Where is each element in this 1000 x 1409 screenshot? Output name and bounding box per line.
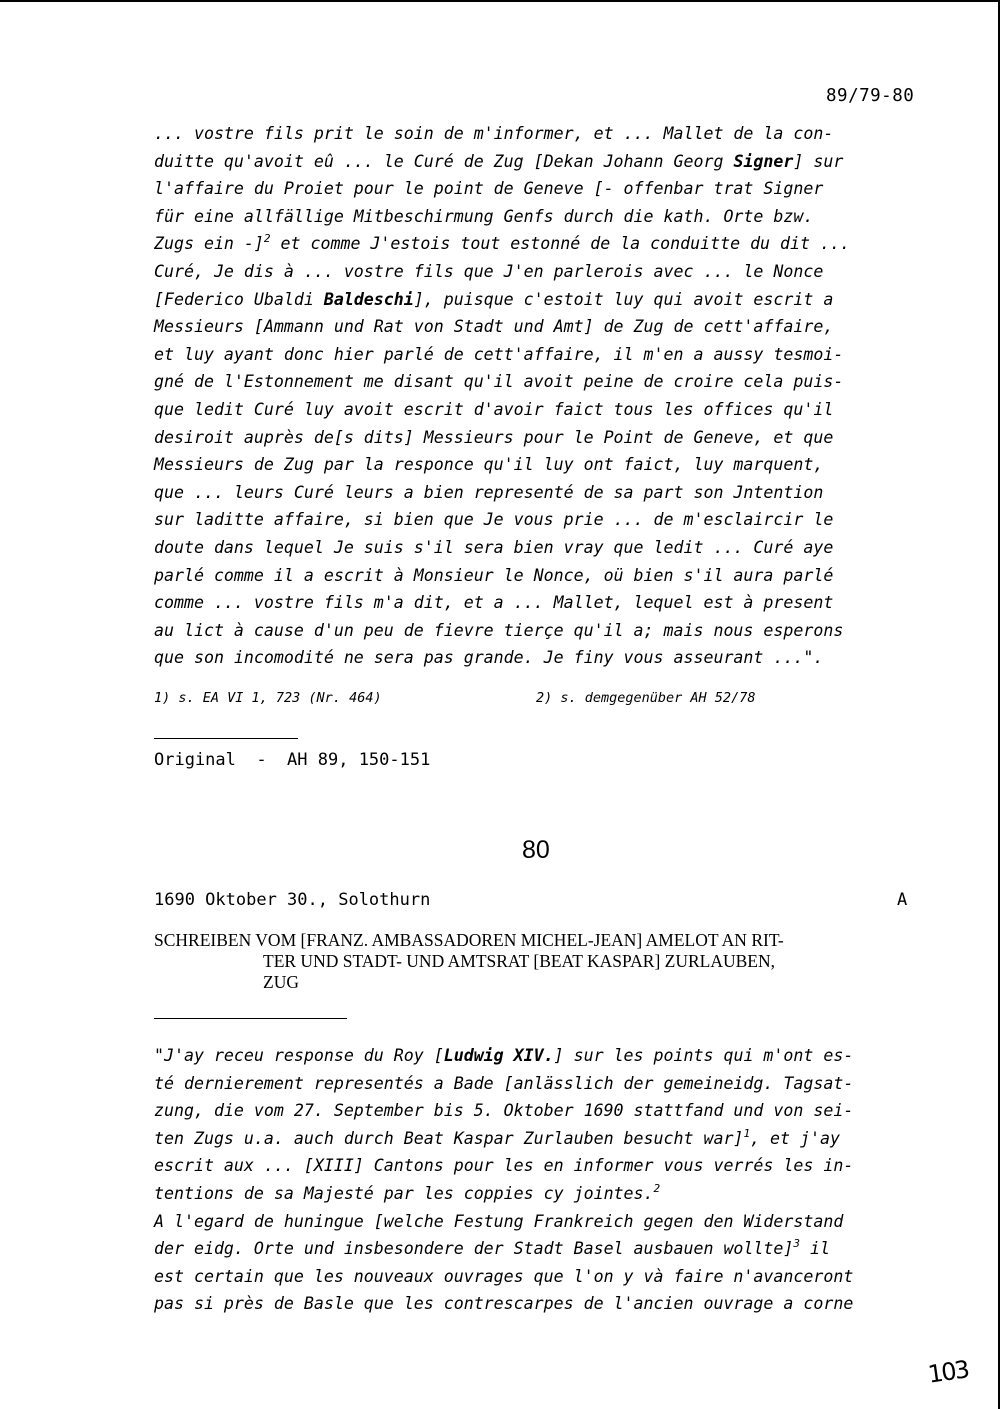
footnotes — [154, 690, 756, 754]
document-number: 80 — [522, 836, 550, 864]
divider — [154, 738, 298, 739]
text-line: Curé, Je dis à ... vostre fils que J'en parlerois avec ... le Nonce — [154, 261, 824, 281]
text-line: pas si près de Basle que les contrescarpes de l'ancien ouvrage a corne — [154, 1294, 854, 1314]
date-place: 1690 Oktober 30., Solothurn — [154, 890, 431, 910]
text-line: gné de l'Estonnement me disant qu'il avoit peine de croire cela puis- — [154, 372, 844, 392]
text-line: Messieurs de Zug par la responce qu'il luy ont faict, luy marquent, — [154, 455, 824, 475]
letter-79-conclusion — [154, 120, 944, 672]
text-line: l'affaire du Proiet pour le point de Geneve [- offenbar trat Signer — [154, 179, 824, 199]
text-line: A l'egard de huningue [welche Festung Frankreich gegen den Widerstand — [154, 1211, 844, 1231]
person-name-signer: Signer — [733, 151, 794, 171]
text-line: desiroit auprès de[s dits] Messieurs pour le Point de Geneve, et que — [154, 427, 834, 447]
text-line: ten Zugs u.a. auch durch Beat Kaspar Zurlauben besucht war]$^1$, et j'ay — [154, 1126, 840, 1148]
text-line: zung, die vom 27. September bis 5. Oktober 1690 stattfand und von sei- — [154, 1101, 854, 1121]
text-line: Zugs ein -]$^2$ et comme J'estois tout estonné de la conduitte du dit ... — [154, 232, 850, 254]
text-line: au lict à cause d'un peu de fievre tierçe qu'il a; mais nous esperons — [154, 620, 844, 640]
footnote-2: 2) s. demgegenüber AH 52/78 — [536, 690, 756, 706]
footnote-marker: 2 — [263, 232, 271, 246]
text-line: parlé comme il a escrit à Monsieur le Nonce, oü bien s'il aura parlé — [154, 565, 834, 585]
footnote-marker: 1 — [743, 1126, 751, 1140]
text-line: té dernierement representés a Bade [anlässlich der gemeineidg. Tagsat- — [154, 1073, 854, 1093]
text-line: ... vostre fils prit le soin de m'informer, et ... Mallet de la con- — [154, 124, 834, 143]
page-border-top — [0, 0, 1000, 2]
text-line: escrit aux ... [XIII] Cantons pour les en informer vous verrés les in- — [154, 1156, 854, 1176]
divider — [154, 1018, 347, 1019]
person-name-baldeschi: Baldeschi — [323, 289, 414, 309]
heading-line: ZUG — [263, 972, 299, 992]
text-line: doute dans lequel Je suis s'il sera bien vray que ledit ... Curé aye — [154, 537, 834, 557]
text-line: "J'ay receu response du Roy [Ludwig XIV.] sur les points qui m'ont es- — [154, 1046, 854, 1065]
text-line: que ledit Curé luy avoit escrit d'avoir faict tous les offices qu'il — [154, 399, 834, 419]
document-heading — [154, 930, 944, 993]
page-reference: 89/79-80 — [826, 86, 915, 106]
text-line: sur laditte affaire, si bien que Je vous prie ... de m'esclaircir le — [154, 510, 834, 530]
text-line: für eine allfällige Mitbeschirmung Genfs durch die kath. Orte bzw. — [154, 206, 814, 226]
person-name-ludwig: Ludwig XIV. — [443, 1046, 554, 1065]
text-line: tentions de sa Majesté par les coppies cy jointes.$^2$ — [154, 1181, 661, 1203]
document-letter: A — [897, 890, 908, 910]
text-line: que son incomodité ne sera pas grande. Je finy vous asseurant ...". — [154, 648, 824, 668]
heading-line: SCHREIBEN VOM [FRANZ. AMBASSADOREN MICHEL-JEAN] AMELOT AN RIT- — [154, 930, 784, 950]
handwritten-folio-number: 103 — [926, 1355, 970, 1389]
heading-line: TER UND STADT- UND AMTSRAT [BEAT KASPAR] ZURLAUBEN, — [263, 951, 775, 971]
text-line: comme ... vostre fils m'a dit, et a ... Mallet, lequel est à present — [154, 593, 834, 613]
text-line: duitte qu'avoit eû ... le Curé de Zug [Dekan Johann Georg Signer] sur — [154, 151, 844, 171]
footnote-marker: 3 — [793, 1237, 801, 1251]
text-line: que ... leurs Curé leurs a bien representé de sa part son Jntention — [154, 482, 824, 502]
letter-80-text — [154, 1042, 944, 1318]
footnote-marker: 2 — [653, 1181, 661, 1195]
text-line: Messieurs [Ammann und Rat von Stadt und Amt] de Zug de cett'affaire, — [154, 317, 834, 337]
text-line: [Federico Ubaldi Baldeschi], puisque c'estoit luy qui avoit escrit a — [154, 289, 834, 309]
text-line: der eidg. Orte und insbesondere der Stadt Basel ausbauen wollte]$^3$ il — [154, 1237, 830, 1259]
text-line: est certain que les nouveaux ouvrages que l'on y và faire n'avanceront — [154, 1266, 854, 1286]
text-line: et luy ayant donc hier parlé de cett'affaire, il m'en a aussy tesmoi- — [154, 344, 844, 364]
source-reference: Original - AH 89, 150-151 — [154, 750, 431, 770]
footnote-1: 1) s. EA VI 1, 723 (Nr. 464) — [154, 690, 382, 706]
